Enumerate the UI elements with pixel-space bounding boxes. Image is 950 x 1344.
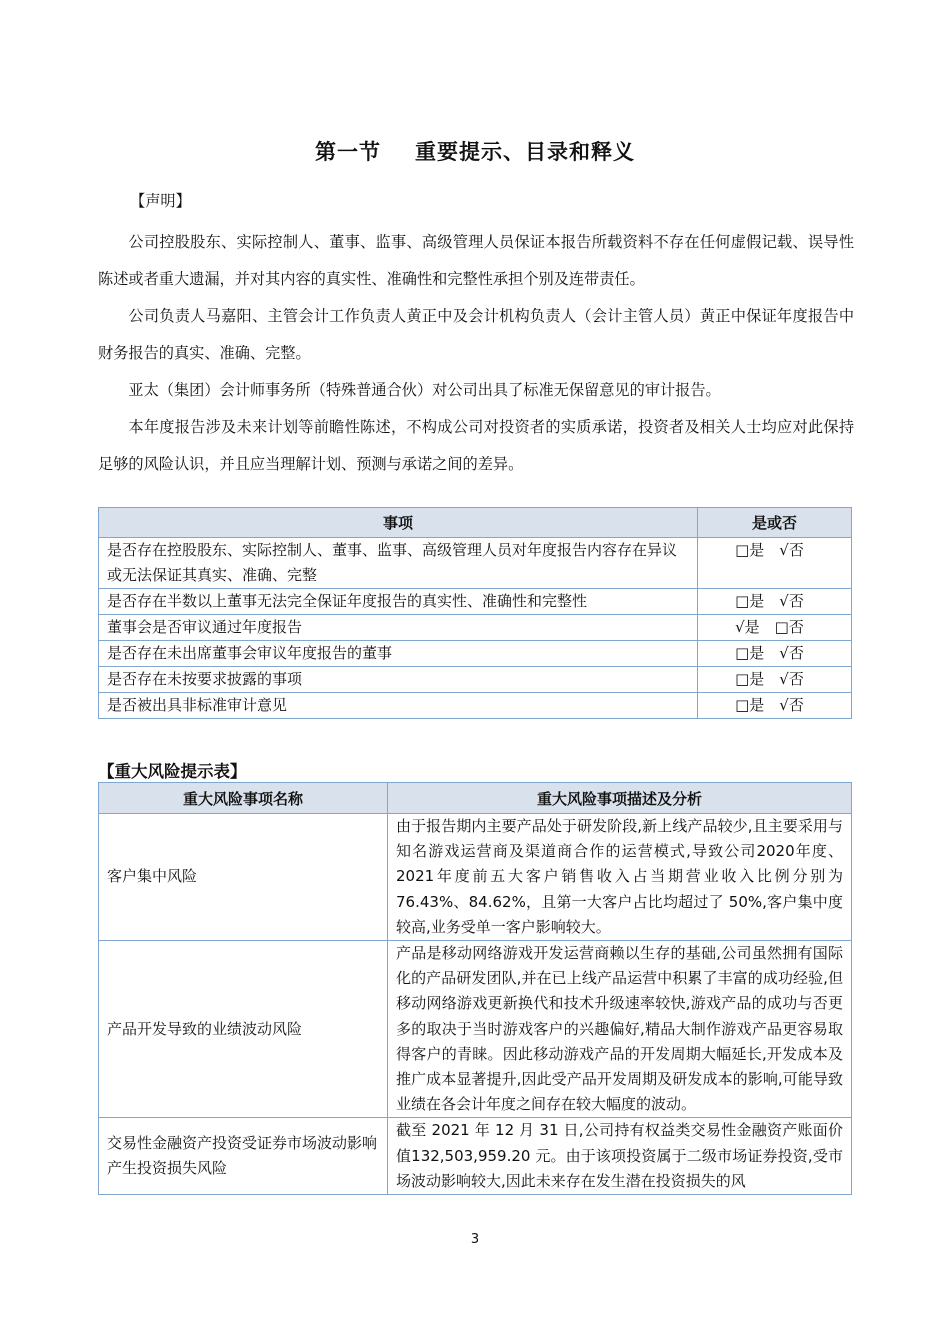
yes-no-cell: □是 √否 (698, 641, 852, 667)
item-cell: 是否存在未出席董事会审议年度报告的董事 (99, 641, 698, 667)
section-number: 第一节 (315, 140, 381, 164)
header-risk-description: 重大风险事项描述及分析 (388, 783, 852, 814)
item-cell: 是否存在控股股东、实际控制人、董事、监事、高级管理人员对年度报告内容存在异议或无法保证其真实、准确、完整 (99, 538, 698, 589)
page-number: 3 (470, 1232, 480, 1247)
risk-name-cell: 交易性金融资产投资受证券市场波动影响产生投资损失风险 (99, 1118, 388, 1195)
table-row (99, 615, 852, 641)
statement-heading: 【声明】 (130, 192, 191, 210)
header-yes-no: 是或否 (698, 508, 852, 538)
confirmation-table (98, 507, 852, 719)
table-header-row (99, 783, 852, 814)
item-cell: 是否被出具非标准审计意见 (99, 693, 698, 719)
table-row (99, 667, 852, 693)
table-row (99, 941, 852, 1118)
item-cell: 董事会是否审议通过年度报告 (99, 615, 698, 641)
risk-table (98, 782, 852, 1195)
header-risk-name: 重大风险事项名称 (99, 783, 388, 814)
page-title (0, 136, 950, 166)
statement-paragraph-4: 本年度报告涉及未来计划等前瞻性陈述，不构成公司对投资者的实质承诺，投资者及相关人士均应对此保持足够的风险认识，并且应当理解计划、预测与承诺之间的差异。 (98, 418, 854, 473)
statement-paragraph-2: 公司负责人马嘉阳、主管会计工作负责人黄正中及会计机构负责人（会计主管人员）黄正中保证年度报告中财务报告的真实、准确、完整。 (98, 307, 854, 362)
item-cell: 是否存在半数以上董事无法完全保证年度报告的真实性、准确性和完整性 (99, 589, 698, 615)
table-row (99, 641, 852, 667)
statement-paragraph-3: 亚太（集团）会计师事务所（特殊普通合伙）对公司出具了标准无保留意见的审计报告。 (128, 381, 721, 399)
risk-description-cell: 截至 2021 年 12 月 31 日,公司持有权益类交易性金融资产账面价值132,503,959.20 元。由于该项投资属于二级市场证券投资,受市场波动影响较大,因此未来存在发生潜在投资损失的风 (388, 1118, 852, 1195)
section-name: 重要提示、目录和释义 (415, 140, 635, 164)
table-row (99, 693, 852, 719)
header-item: 事项 (99, 508, 698, 538)
table-row (99, 1118, 852, 1195)
yes-no-cell: √是 □否 (698, 615, 852, 641)
yes-no-cell: □是 √否 (698, 693, 852, 719)
risk-heading: 【重大风险提示表】 (98, 762, 247, 781)
item-cell: 是否存在未按要求披露的事项 (99, 667, 698, 693)
risk-description-cell: 由于报告期内主要产品处于研发阶段,新上线产品较少,且主要采用与知名游戏运营商及渠道商合作的运营模式,导致公司2020年度、2021年度前五大客户销售收入占当期营业收入比例分别为 76.43%、84.62%，且第一大客户占比均超过了 50%,客户集中度较高,业务受单一客户影响较大。 (388, 814, 852, 941)
table-header-row (99, 508, 852, 538)
risk-description-cell: 产品是移动网络游戏开发运营商赖以生存的基础,公司虽然拥有国际化的产品研发团队,并在已上线产品运营中积累了丰富的成功经验,但移动网络游戏更新换代和技术升级速率较快,游戏产品的成功与否更多的取决于当时游戏客户的兴趣偏好,精品大制作游戏产品更容易取得客户的青睐。因此移动游戏产品的开发周期大幅延长,开发成本及推广成本显著提升,因此受产品开发周期及研发成本的影响,可能导致业绩在各会计年度之间存在较大幅度的波动。 (388, 941, 852, 1118)
table-row (99, 538, 852, 589)
table-row (99, 814, 852, 941)
yes-no-cell: □是 √否 (698, 667, 852, 693)
risk-name-cell: 产品开发导致的业绩波动风险 (99, 941, 388, 1118)
yes-no-cell: □是 √否 (698, 589, 852, 615)
yes-no-cell: □是 √否 (698, 538, 852, 589)
table-row (99, 589, 852, 615)
risk-name-cell: 客户集中风险 (99, 814, 388, 941)
statement-paragraph-1: 公司控股股东、实际控制人、董事、监事、高级管理人员保证本报告所载资料不存在任何虚假记载、误导性陈述或者重大遗漏，并对其内容的真实性、准确性和完整性承担个别及连带责任。 (98, 233, 854, 288)
